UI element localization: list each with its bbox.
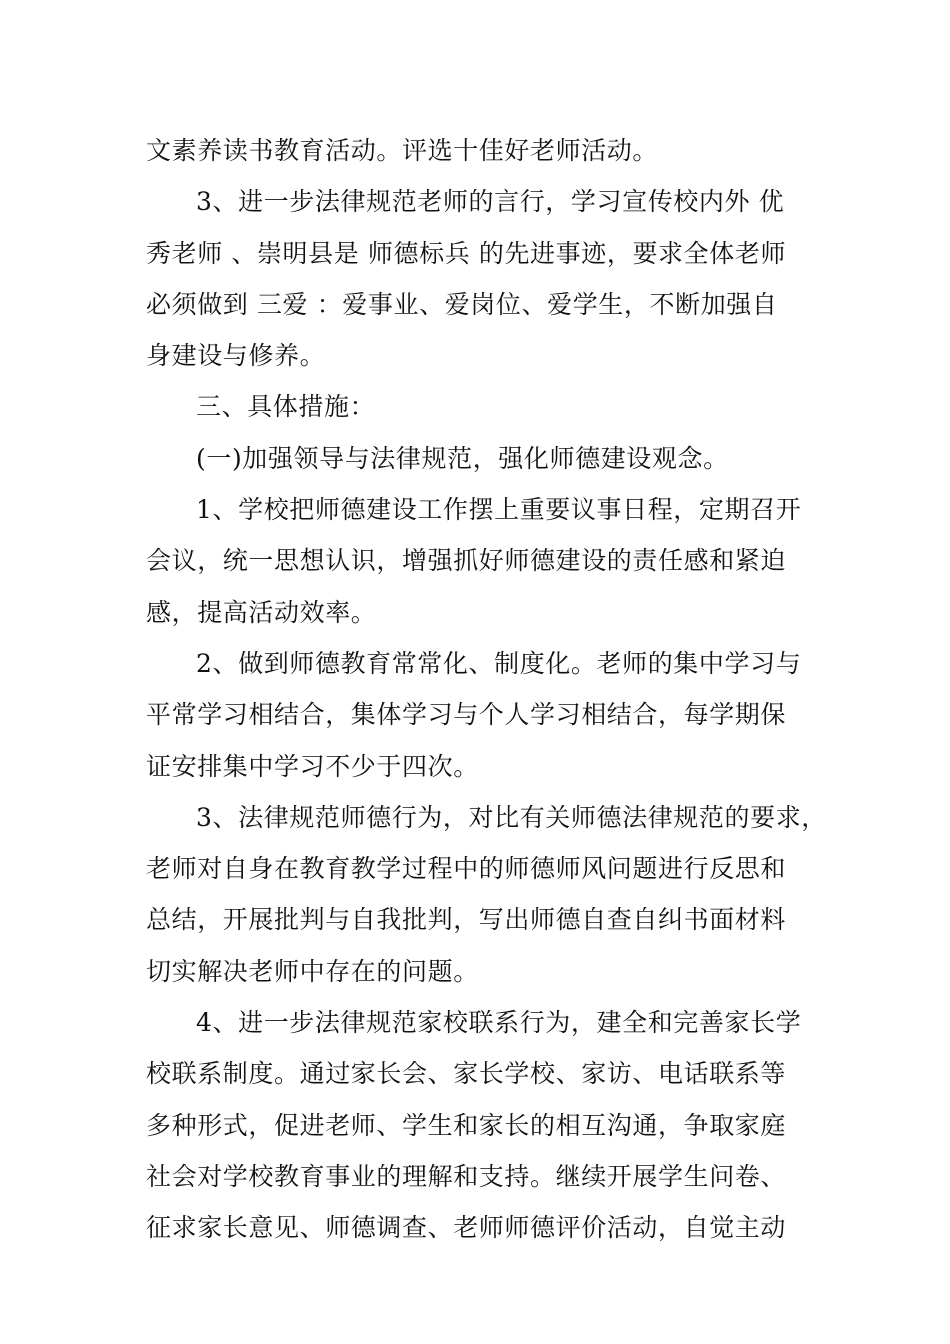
- text-line: 切实解决老师中存在的问题。: [146, 956, 479, 986]
- text-line: 感，提高活动效率。: [146, 597, 377, 627]
- text-line: 总结，开展批判与自我批判，写出师德自查自纠书面材料: [146, 905, 787, 935]
- text-line: 征求家长意见、师德调查、老师师德评价活动，自觉主动: [146, 1213, 787, 1243]
- text-line: 秀老师 、崇明县是 师德标兵 的先进事迹，要求全体老师: [146, 238, 787, 268]
- text-line: 3、法律规范师德行为，对比有关师德法律规范的要求，: [196, 802, 827, 832]
- text-line: 3、进一步法律规范老师的言行，学习宣传校内外 优: [196, 187, 785, 217]
- text-line: 老师对自身在教育教学过程中的师德师风问题进行反思和: [146, 854, 787, 884]
- text-line: 三、具体措施：: [196, 392, 376, 422]
- text-line: 多种形式，促进老师、学生和家长的相互沟通，争取家庭: [146, 1110, 787, 1140]
- text-line: 平常学习相结合，集体学习与个人学习相结合，每学期保: [146, 700, 787, 730]
- text-line: (一)加强领导与法律规范，强化师德建设观念。: [196, 443, 729, 473]
- text-line: 4、进一步法律规范家校联系行为，建全和完善家长学: [196, 1008, 802, 1038]
- document-body: [146, 125, 827, 1254]
- text-line: 文素养读书教育活动。评选十佳好老师活动。: [146, 136, 659, 165]
- text-line: 社会对学校教育事业的理解和支持。继续开展学生问卷、: [146, 1161, 787, 1191]
- text-line: 身建设与修养。: [146, 341, 326, 371]
- text-line: 1、学校把师德建设工作摆上重要议事日程，定期召开: [196, 495, 802, 525]
- text-line: 必须做到 三爱 ：爱事业、爱岗位、爱学生，不断加强自: [146, 289, 778, 319]
- text-line: 证安排集中学习不少于四次。: [146, 751, 479, 781]
- text-line: 会议，统一思想认识，增强抓好师德建设的责任感和紧迫: [146, 546, 787, 576]
- text-line: 2、做到师德教育常常化、制度化。老师的集中学习与: [196, 648, 802, 678]
- text-line: 校联系制度。通过家长会、家长学校、家访、电话联系等: [146, 1059, 787, 1089]
